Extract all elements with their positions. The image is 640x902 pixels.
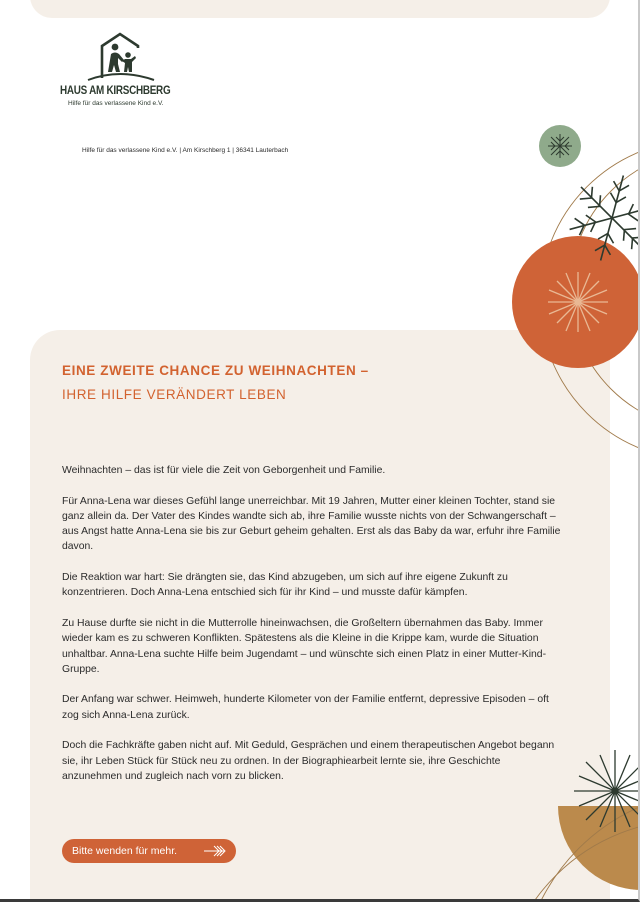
please-turn-over-button[interactable] bbox=[62, 839, 236, 863]
paragraph: Der Anfang war schwer. Heimweh, hunderte Kilometer von der Familie entfernt, depressive Episoden – oft zog sich Anna-Lena zurück. bbox=[62, 694, 549, 721]
house-with-children-icon bbox=[80, 32, 160, 84]
logo bbox=[58, 32, 183, 112]
cta-label: Bitte wenden für mehr. bbox=[72, 845, 178, 857]
triple-chevron-arrow-right-icon bbox=[204, 845, 226, 857]
paragraph: Weihnachten – das ist für viele die Zeit von Geborgenheit und Familie. bbox=[62, 465, 386, 476]
story-body bbox=[62, 463, 562, 800]
paragraph: Doch die Fachkräfte gaben nicht auf. Mit Geduld, Gesprächen und einem therapeutischen Angebot begann sie, ihr Leben Stück für Stück neu zu ordnen. In der Biographiearbeit lernte sie, ihre Geschichte anzunehmen und zugleich nach vorn zu blicken. bbox=[62, 740, 555, 782]
green-ornament-circle bbox=[539, 125, 581, 167]
starburst-icon bbox=[548, 272, 608, 332]
paragraph: Die Reaktion war hart: Sie drängten sie, das Kind abzugeben, um sich auf ihre eigene Zukunft zu konzentrieren. Doch Anna-Lena entschied sich für ihr Kind – und musste dafür kämpfen. bbox=[62, 572, 508, 599]
logo-tagline: Hilfe für das verlassene Kind e.V. bbox=[68, 100, 164, 107]
logo-name: HAUS AM KIRSCHBERG bbox=[60, 85, 171, 97]
paragraph: Für Anna-Lena war dieses Gefühl lange unerreichbar. Mit 19 Jahren, Mutter einer kleinen Tochter, stand sie ganz allein da. Der Vater des Kindes wandte sich ab, ihre Familie wusste nichts von der Schwangerschaft – aus Angst hatte Anna-Lena sie bis zur Geburt geheim gehalten. Erst als das Baby da war, erfuhr ihre Familie davon. bbox=[62, 495, 561, 553]
large-snowflake-icon bbox=[564, 166, 638, 271]
top-cream-panel bbox=[30, 0, 610, 18]
sender-address-line: Hilfe für das verlassene Kind e.V. | Am Kirschberg 1 | 36341 Lauterbach bbox=[82, 147, 289, 154]
snowflake-icon bbox=[548, 134, 572, 158]
headline-line-1: EINE ZWEITE CHANCE ZU WEIHNACHTEN – bbox=[62, 363, 369, 378]
headline bbox=[62, 359, 369, 407]
headline-line-2: IHRE HILFE VERÄNDERT LEBEN bbox=[62, 387, 287, 402]
paragraph: Zu Hause durfte sie nicht in die Mutterrolle hineinwachsen, die Großeltern übernahmen das Baby. Immer wieder kam es zu schweren Konflikten. Spätestens als die Kleine in die Krippe kam, wurde die Situation unhaltbar. Anna-Lena suchte Hilfe beim Jugendamt – und wünschte sich einen Platz in einer Mutter-Kind-Gruppe. bbox=[62, 617, 547, 675]
